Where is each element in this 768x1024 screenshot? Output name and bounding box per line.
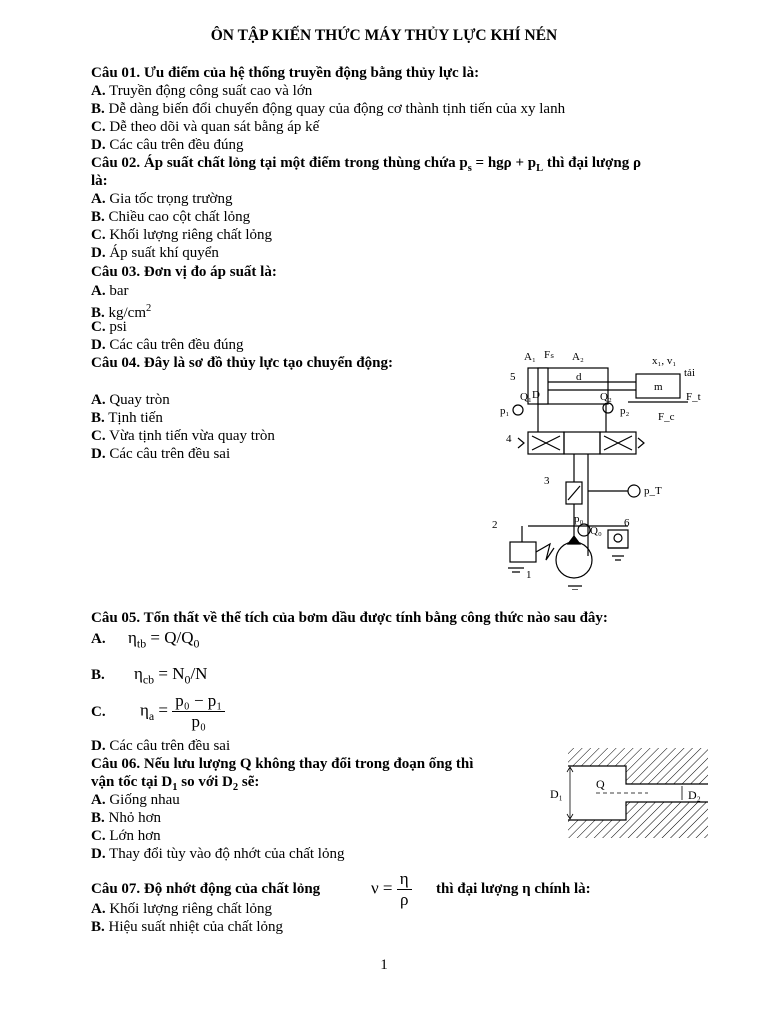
svg-text:Fₛ: Fₛ — [544, 349, 555, 361]
svg-text:Q: Q — [596, 777, 605, 791]
svg-text:p₀: p₀ — [574, 513, 584, 525]
q1-option-c: C. Dễ theo dõi và quan sát bằng áp kế — [91, 119, 320, 135]
q1-option-a: A. Truyền động công suất cao và lớn — [91, 83, 313, 99]
svg-text:Q₁: Q₁ — [520, 391, 532, 403]
question-2-cont: là: — [91, 173, 108, 189]
q7-option-b: B. Hiệu suất nhiệt của chất lỏng — [91, 919, 284, 935]
q5-option-d: D. Các câu trên đều sai — [91, 738, 231, 754]
svg-text:x₁, v₁: x₁, v₁ — [652, 355, 677, 367]
q4-option-c: C. Vừa tịnh tiến vừa quay tròn — [91, 428, 275, 444]
svg-text:3: 3 — [544, 475, 550, 487]
question-1: Câu 01. Ưu điểm của hệ thống truyền động bằng thủy lực là: — [91, 65, 480, 81]
q2-option-d: D. Áp suất khí quyển — [91, 245, 219, 261]
q5-option-c-label: C. — [91, 704, 106, 720]
q3-option-b: B. $kg/cm^2$ — [91, 303, 152, 321]
svg-text:d: d — [576, 371, 582, 383]
question-6-cont: vận tốc tại $D_1$ so với $D_2$ sẽ: — [91, 774, 260, 793]
q5-formula-c: $\eta_a$ = $\frac{\text{p₀ − p₁}}{\text{p₀}}$ — [140, 691, 225, 732]
q4-option-a: A. Quay tròn — [91, 392, 170, 408]
q5-option-a-label: A. — [91, 631, 106, 647]
q6-option-d: D. Thay đổi tùy vào độ nhớt của chất lỏng — [91, 846, 345, 862]
svg-text:m: m — [654, 381, 663, 393]
q5-formula-b: $\eta_{cb} = N_0/N$ — [134, 664, 208, 687]
q3-option-a: A. bar — [91, 283, 129, 299]
page-title: ÔN TẬP KIẾN THỨC MÁY THỦY LỰC KHÍ NÉN — [210, 27, 558, 44]
svg-text:4: 4 — [506, 433, 512, 445]
q3-option-d: D. Các câu trên đều đúng — [91, 337, 244, 353]
q4-option-b: B. Tịnh tiến — [91, 410, 163, 426]
svg-text:F_c: F_c — [658, 411, 675, 423]
svg-text:p₂: p₂ — [620, 405, 630, 417]
svg-text:D: D — [532, 389, 540, 401]
hydraulic-circuit-diagram — [488, 346, 720, 590]
svg-text:D₁: D₁ — [550, 787, 563, 801]
question-7: Câu 07. Độ nhớt động của chất lỏng — [91, 881, 321, 897]
pipe-diagram — [548, 748, 718, 838]
svg-text:p_T: p_T — [644, 485, 662, 497]
q4-option-d: D. Các câu trên đều sai — [91, 446, 231, 462]
q5-formula-a: $\eta_{tb} = Q/Q_0$ — [128, 628, 200, 651]
q7-formula: ν = $\frac{\eta}{\rho}$ — [371, 869, 412, 910]
svg-text:2: 2 — [492, 519, 498, 531]
q1-option-d: D. Các câu trên đều đúng — [91, 137, 244, 153]
q1-option-b: B. Dễ dàng biến đổi chuyển động quay của động cơ thành tịnh tiến của xy lanh — [91, 101, 566, 117]
svg-text:p₁: p₁ — [500, 405, 510, 417]
svg-text:F_t: F_t — [686, 391, 701, 403]
svg-text:5: 5 — [510, 371, 516, 383]
q6-option-a: A. Giống nhau — [91, 792, 180, 808]
q6-option-c: C. Lớn hơn — [91, 828, 161, 844]
svg-text:6: 6 — [624, 517, 630, 529]
question-7-cont: thì đại lượng η chính là: — [436, 881, 591, 897]
q7-option-a: A. Khối lượng riêng chất lỏng — [91, 901, 273, 917]
q6-option-b: B. Nhỏ hơn — [91, 810, 162, 826]
question-4: Câu 04. Đây là sơ đồ thủy lực tạo chuyển động: — [91, 355, 393, 371]
question-5: Câu 05. Tổn thất về thể tích của bơm dầu được tính bằng công thức nào sau đây: — [91, 610, 608, 626]
svg-text:Q₂: Q₂ — [600, 391, 612, 403]
question-3: Câu 03. Đơn vị đo áp suất là: — [91, 264, 277, 280]
q2-option-b: B. Chiều cao cột chất lỏng — [91, 209, 251, 225]
q2-option-c: C. Khối lượng riêng chất lỏng — [91, 227, 273, 243]
q3-option-c: C. psi — [91, 319, 127, 335]
svg-text:D₂: D₂ — [688, 788, 701, 802]
question-2: Câu 02. Áp suất chất lỏng tại một điểm trong thùng chứa $p_s = hg\rho + p_L$ thì đại lượng ρ — [91, 155, 641, 174]
question-6: Câu 06. Nếu lưu lượng Q không thay đổi trong đoạn ống thì — [91, 756, 474, 772]
q2-option-a: A. Gia tốc trọng trường — [91, 191, 233, 207]
svg-text:A₂: A₂ — [572, 351, 584, 363]
svg-text:tải: tải — [684, 367, 695, 379]
q5-option-b-label: B. — [91, 667, 105, 683]
svg-text:A₁: A₁ — [524, 351, 536, 363]
svg-text:Q₀: Q₀ — [590, 525, 602, 537]
page-number: 1 — [380, 957, 388, 973]
svg-text:1: 1 — [526, 569, 532, 581]
